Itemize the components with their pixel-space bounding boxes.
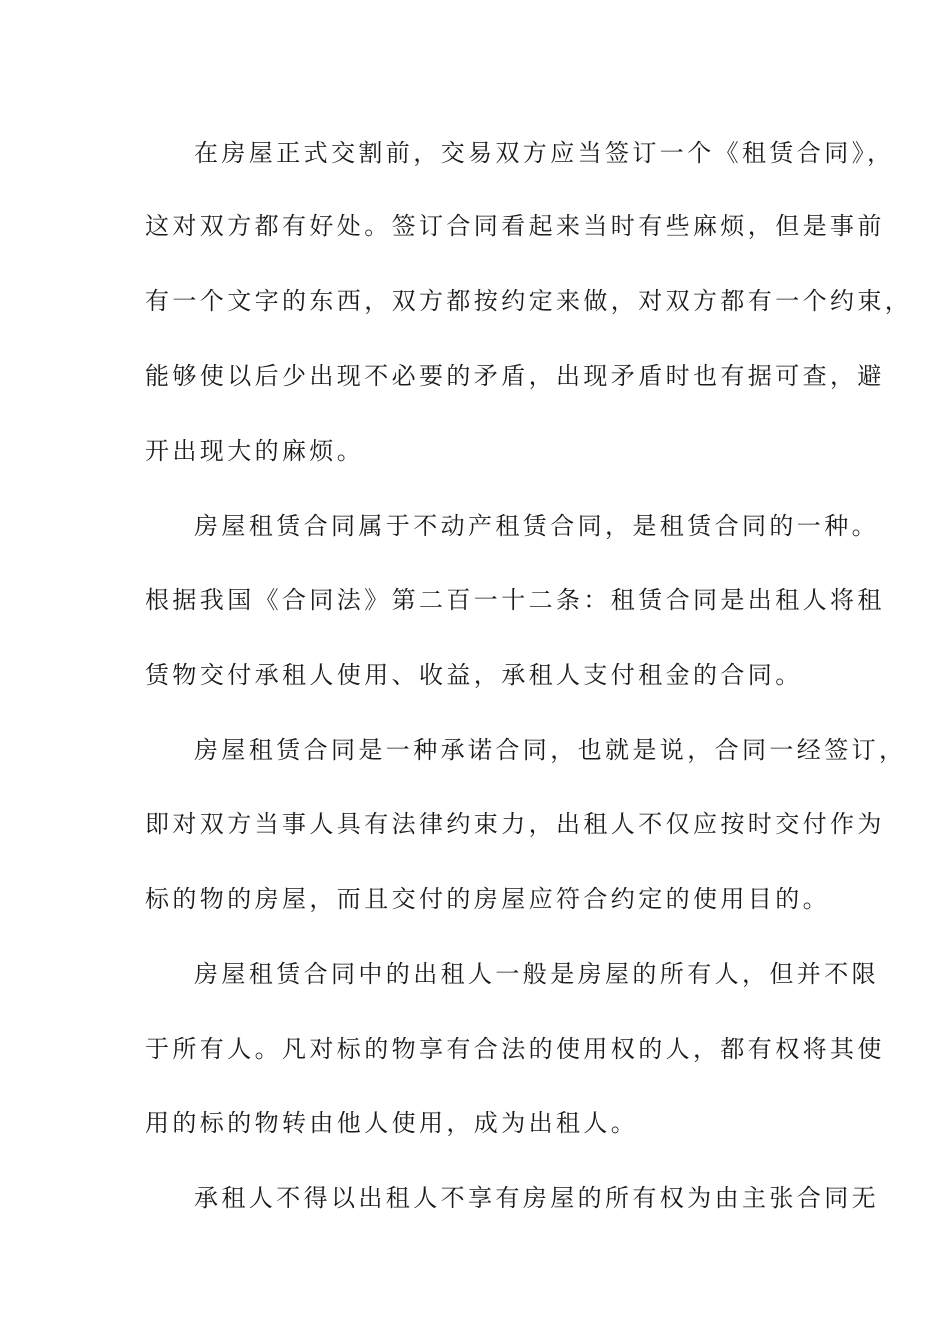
paragraph-4-line-2: 于所有人。凡对标的物享有合法的使用权的人，都有权将其使 — [145, 1035, 885, 1063]
paragraph-1-line-2: 这对双方都有好处。签订合同看起来当时有些麻烦，但是事前 — [145, 212, 885, 240]
paragraph-1-line-4: 能够使以后少出现不必要的矛盾，出现矛盾时也有据可查，避 — [145, 362, 885, 390]
paragraph-1-line-3: 有一个文字的东西，双方都按约定来做，对双方都有一个约束， — [145, 287, 913, 315]
paragraph-4-line-3: 用的标的物转由他人使用，成为出租人。 — [145, 1109, 639, 1137]
paragraph-4-line-1: 房屋租赁合同中的出租人一般是房屋的所有人，但并不限 — [194, 960, 879, 988]
paragraph-1-line-1: 在房屋正式交割前，交易双方应当签订一个《租赁合同》， — [194, 139, 895, 167]
paragraph-2-line-2: 根据我国《合同法》第二百一十二条：租赁合同是出租人将租 — [145, 586, 885, 614]
paragraph-2-line-1: 房屋租赁合同属于不动产租赁合同，是租赁合同的一种。 — [194, 512, 879, 540]
paragraph-3-line-2: 即对双方当事人具有法律约束力，出租人不仅应按时交付作为 — [145, 810, 885, 838]
paragraph-2-line-3: 赁物交付承租人使用、收益，承租人支付租金的合同。 — [145, 661, 803, 689]
paragraph-1-line-5: 开出现大的麻烦。 — [145, 437, 365, 465]
paragraph-5-line-1: 承租人不得以出租人不享有房屋的所有权为由主张合同无 — [194, 1184, 879, 1212]
paragraph-3-line-3: 标的物的房屋，而且交付的房屋应符合约定的使用目的。 — [145, 885, 830, 913]
paragraph-3-line-1: 房屋租赁合同是一种承诺合同，也就是说，合同一经签订， — [194, 736, 907, 764]
